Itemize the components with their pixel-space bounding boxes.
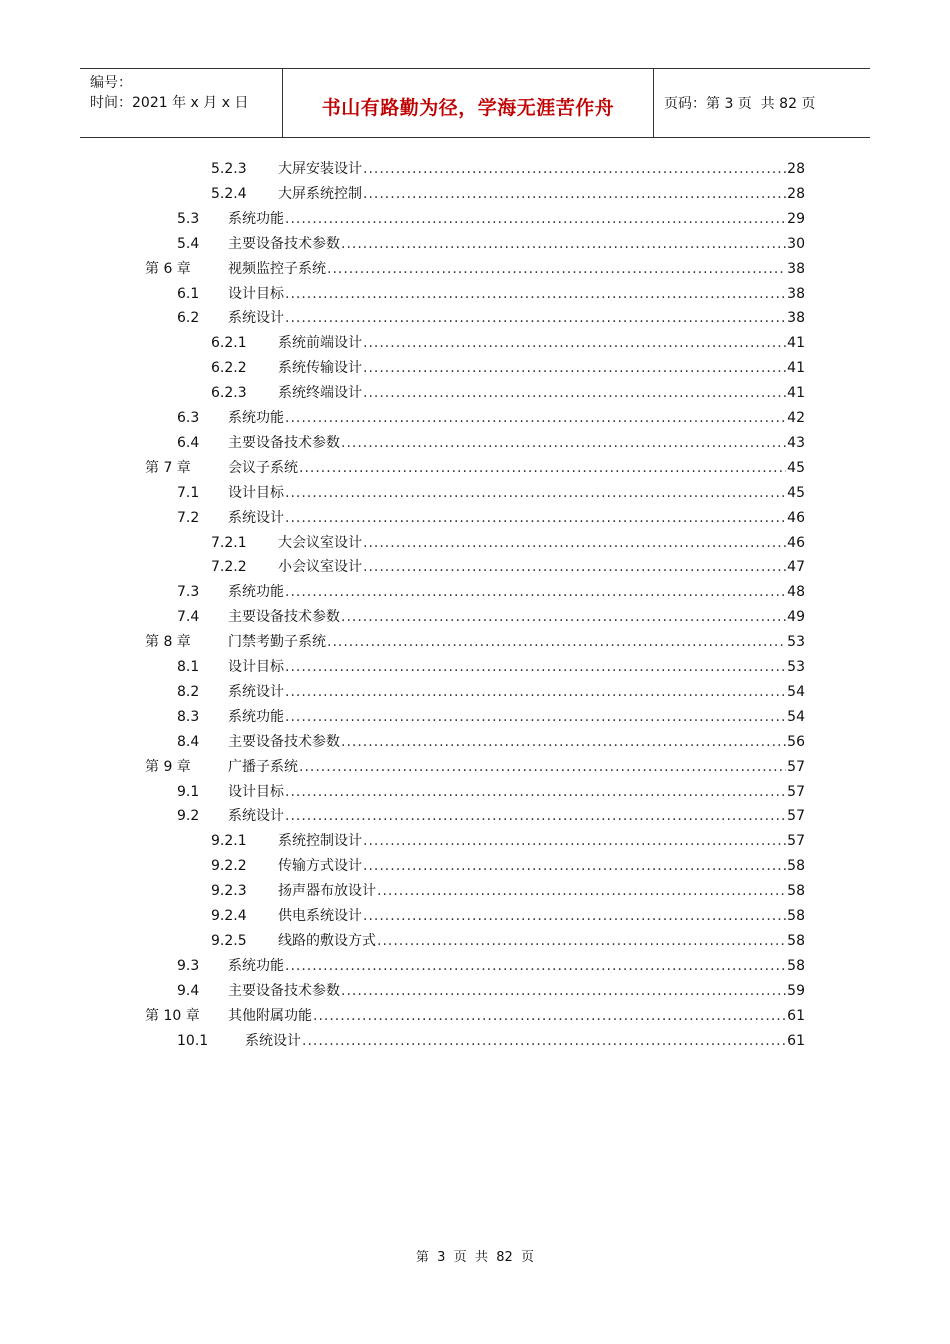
toc-entry-page: 43 <box>787 434 805 451</box>
toc-entry-page: 58 <box>787 908 805 924</box>
toc-entry-page: 30 <box>787 235 805 252</box>
toc-entry[interactable] <box>211 930 805 952</box>
toc-entry-number: 6.1 <box>177 285 200 302</box>
toc-entry[interactable] <box>211 382 805 404</box>
toc-leader-dots <box>363 556 786 578</box>
toc-entry-page: 29 <box>787 210 805 227</box>
toc-entry[interactable] <box>177 955 805 977</box>
toc-entry[interactable] <box>211 905 805 927</box>
toc-entry-page: 46 <box>787 534 805 551</box>
toc-entry-title: 视频监控子系统 <box>228 260 326 277</box>
toc-leader-dots <box>341 980 786 1002</box>
toc-entry[interactable] <box>177 432 805 454</box>
toc-entry-title: 供电系统设计 <box>278 908 362 924</box>
footer-page-number: 第 3 页 共 82 页 <box>415 1250 535 1265</box>
toc-entry-page: 49 <box>787 609 805 626</box>
toc-entry-title: 会议子系统 <box>228 459 298 476</box>
toc-entry-page: 46 <box>787 509 805 526</box>
toc-entry-title: 大屏系统控制 <box>278 185 362 202</box>
toc-entry-title: 设计目标 <box>228 659 284 675</box>
toc-entry[interactable] <box>211 357 805 379</box>
toc-leader-dots <box>341 731 786 753</box>
toc-leader-dots <box>363 532 786 554</box>
toc-leader-dots <box>299 756 786 778</box>
toc-entry-number: 7.4 <box>177 609 200 626</box>
toc-entry-title: 主要设备技术参数 <box>228 733 340 750</box>
toc-entry[interactable] <box>211 556 805 578</box>
header-page-label: 页码：第 3 页 共 82 页 <box>664 96 816 112</box>
toc-entry-number: 9.2.3 <box>211 883 247 900</box>
toc-entry-title: 主要设备技术参数 <box>228 235 340 252</box>
toc-entry-page: 45 <box>787 484 805 501</box>
toc-entry-page: 54 <box>787 683 805 700</box>
toc-entry[interactable] <box>177 283 805 305</box>
toc-leader-dots <box>363 332 786 354</box>
toc-entry-number: 6.2.1 <box>211 335 247 352</box>
toc-leader-dots <box>341 432 786 454</box>
toc-leader-dots <box>363 855 786 877</box>
toc-entry-title: 系统功能 <box>228 708 284 725</box>
toc-entry-number: 5.2.3 <box>211 161 247 177</box>
toc-leader-dots <box>285 656 786 678</box>
toc-entry[interactable] <box>177 706 805 728</box>
toc-entry-number: 6.3 <box>177 410 200 426</box>
toc-leader-dots <box>302 1030 786 1052</box>
toc-entry-page: 61 <box>787 1032 805 1049</box>
toc-entry-page: 58 <box>787 883 805 900</box>
toc-leader-dots <box>285 208 786 230</box>
toc-entry-number: 8.1 <box>177 659 200 675</box>
toc-entry-number: 7.2.2 <box>211 559 247 576</box>
toc-leader-dots <box>341 233 786 255</box>
toc-entry-number: 6.2 <box>177 310 200 327</box>
toc-entry-title: 系统功能 <box>228 957 284 974</box>
toc-leader-dots <box>377 930 786 952</box>
toc-entry-title: 小会议室设计 <box>278 559 362 576</box>
toc-leader-dots <box>363 830 786 852</box>
toc-leader-dots <box>363 183 786 205</box>
toc-leader-dots <box>285 482 786 504</box>
toc-leader-dots <box>285 407 786 429</box>
toc-entry-title: 主要设备技术参数 <box>228 982 340 999</box>
toc-entry[interactable] <box>177 781 805 803</box>
toc-entry-title: 系统设计 <box>228 808 284 825</box>
toc-entry-title: 扬声器布放设计 <box>278 883 376 900</box>
toc-entry-number: 8.2 <box>177 683 200 700</box>
toc-entry-page: 57 <box>787 808 805 825</box>
page-footer <box>0 1246 950 1265</box>
toc-leader-dots <box>285 955 786 977</box>
toc-entry[interactable] <box>177 805 805 827</box>
toc-leader-dots <box>285 781 786 803</box>
toc-entry[interactable] <box>145 756 805 778</box>
toc-entry-number: 10.1 <box>177 1032 209 1049</box>
toc-entry[interactable] <box>177 980 805 1002</box>
toc-entry[interactable] <box>177 233 805 255</box>
toc-entry-number: 9.1 <box>177 783 200 800</box>
toc-entry-title: 设计目标 <box>228 285 284 302</box>
toc-entry-number: 第 8 章 <box>145 634 191 651</box>
toc-entry-number: 8.4 <box>177 733 200 750</box>
toc-entry-title: 传输方式设计 <box>278 858 362 875</box>
toc-entry-title: 其他附属功能 <box>228 1007 312 1024</box>
toc-entry-title: 系统功能 <box>228 584 284 601</box>
toc-entry-page: 38 <box>787 285 805 302</box>
toc-entry-page: 58 <box>787 957 805 974</box>
toc-entry[interactable] <box>211 158 805 180</box>
toc-leader-dots <box>299 457 786 479</box>
toc-entry-title: 系统功能 <box>228 410 284 426</box>
toc-entry-page: 41 <box>787 335 805 352</box>
toc-entry-page: 47 <box>787 559 805 576</box>
toc-entry[interactable] <box>211 532 805 554</box>
toc-entry-page: 58 <box>787 932 805 949</box>
toc-entry[interactable] <box>177 507 805 529</box>
toc-entry-title: 主要设备技术参数 <box>228 609 340 626</box>
toc-entry[interactable] <box>177 482 805 504</box>
toc-entry[interactable] <box>211 830 805 852</box>
toc-leader-dots <box>363 905 786 927</box>
toc-leader-dots <box>285 581 786 603</box>
toc-entry-title: 线路的敷设方式 <box>278 932 376 949</box>
toc-entry[interactable] <box>145 631 805 653</box>
toc-entry[interactable] <box>177 731 805 753</box>
toc-leader-dots <box>363 158 786 180</box>
toc-entry-title: 系统设计 <box>228 509 284 526</box>
toc-entry-title: 系统控制设计 <box>278 833 362 850</box>
toc-entry[interactable] <box>145 1005 805 1027</box>
toc-entry-page: 38 <box>787 260 805 277</box>
toc-entry-page: 48 <box>787 584 805 601</box>
toc-entry-number: 7.3 <box>177 584 200 601</box>
toc-entry-number: 5.4 <box>177 235 200 252</box>
toc-entry-page: 57 <box>787 758 805 775</box>
toc-entry-number: 6.2.3 <box>211 385 247 402</box>
toc-entry[interactable] <box>177 307 805 329</box>
toc-leader-dots <box>313 1005 786 1027</box>
header-meta <box>80 69 282 137</box>
toc-entry-number: 5.3 <box>177 210 200 227</box>
toc-entry-page: 57 <box>787 833 805 850</box>
toc-entry-page: 57 <box>787 783 805 800</box>
toc-entry-page: 38 <box>787 310 805 327</box>
toc-entry-title: 系统传输设计 <box>278 360 362 377</box>
toc-entry-number: 第 7 章 <box>145 459 191 476</box>
toc-entry-number: 7.2.1 <box>211 534 247 551</box>
document-date-label: 时间：2021 年 x 月 x 日 <box>90 95 249 111</box>
toc-leader-dots <box>363 357 786 379</box>
toc-entry-page: 53 <box>787 634 805 651</box>
toc-entry-number: 9.2.4 <box>211 908 247 924</box>
toc-entry-number: 9.2 <box>177 808 200 825</box>
toc-entry-number: 6.4 <box>177 434 200 451</box>
toc-entry-title: 设计目标 <box>228 783 284 800</box>
toc-entry-page: 28 <box>787 185 805 202</box>
toc-entry-title: 门禁考勤子系统 <box>228 634 326 651</box>
toc-leader-dots <box>285 307 786 329</box>
toc-entry-title: 广播子系统 <box>228 758 298 775</box>
toc-entry[interactable] <box>145 457 805 479</box>
toc-entry-title: 系统功能 <box>228 210 284 227</box>
document-code-label: 编号： <box>90 75 132 91</box>
toc-entry-number: 9.4 <box>177 982 200 999</box>
toc-entry-page: 53 <box>787 659 805 675</box>
toc-entry-number: 5.2.4 <box>211 185 247 202</box>
toc-entry-title: 设计目标 <box>228 484 284 501</box>
toc-leader-dots <box>285 507 786 529</box>
toc-entry-title: 系统设计 <box>245 1032 301 1049</box>
toc-entry-number: 8.3 <box>177 708 200 725</box>
header-motto <box>282 69 654 137</box>
toc-entry-number: 6.2.2 <box>211 360 247 377</box>
toc-leader-dots <box>327 631 786 653</box>
toc-entry[interactable] <box>177 581 805 603</box>
toc-entry[interactable] <box>211 332 805 354</box>
toc-leader-dots <box>341 606 786 628</box>
toc-entry[interactable] <box>177 656 805 678</box>
toc-entry-page: 61 <box>787 1007 805 1024</box>
toc-entry-number: 9.2.5 <box>211 932 247 949</box>
toc-entry-number: 9.2.2 <box>211 858 247 875</box>
toc-entry-title: 系统设计 <box>228 683 284 700</box>
toc-entry-title: 大会议室设计 <box>278 534 362 551</box>
toc-entry[interactable] <box>177 606 805 628</box>
toc-entry-title: 系统前端设计 <box>278 335 362 352</box>
toc-entry-page: 42 <box>787 410 805 426</box>
toc-entry-number: 第 10 章 <box>145 1007 200 1024</box>
toc-entry[interactable] <box>145 258 805 280</box>
toc-entry[interactable] <box>177 681 805 703</box>
toc-leader-dots <box>377 880 786 902</box>
toc-leader-dots <box>327 258 786 280</box>
toc-entry-number: 9.2.1 <box>211 833 247 850</box>
toc-leader-dots <box>285 283 786 305</box>
toc-entry-title: 大屏安装设计 <box>278 161 362 177</box>
toc-leader-dots <box>285 706 786 728</box>
header-page-info <box>654 69 870 137</box>
toc-entry-title: 系统设计 <box>228 310 284 327</box>
toc-entry[interactable] <box>177 1030 805 1052</box>
toc-leader-dots <box>285 681 786 703</box>
toc-entry-number: 7.2 <box>177 509 200 526</box>
toc-leader-dots <box>285 805 786 827</box>
motto-text: 书山有路勤为径，学海无涯苦作舟 <box>321 96 615 119</box>
toc-entry-title: 系统终端设计 <box>278 385 362 402</box>
toc-entry-number: 第 6 章 <box>145 260 191 277</box>
toc-entry-page: 54 <box>787 708 805 725</box>
toc-entry-title: 主要设备技术参数 <box>228 434 340 451</box>
toc-entry-page: 41 <box>787 385 805 402</box>
toc-entry[interactable] <box>177 407 805 429</box>
toc-entry-page: 28 <box>787 161 805 177</box>
toc-entry-page: 58 <box>787 858 805 875</box>
toc-entry[interactable] <box>211 880 805 902</box>
toc-entry-number: 第 9 章 <box>145 758 191 775</box>
toc-entry-number: 7.1 <box>177 484 200 501</box>
toc-leader-dots <box>363 382 786 404</box>
toc-entry[interactable] <box>211 855 805 877</box>
page-header <box>80 68 870 138</box>
toc-entry-page: 41 <box>787 360 805 377</box>
toc-entry-number: 9.3 <box>177 957 200 974</box>
toc-entry-page: 56 <box>787 733 805 750</box>
toc-entry[interactable] <box>177 208 805 230</box>
toc-entry-page: 45 <box>787 459 805 476</box>
toc-entry-page: 59 <box>787 982 805 999</box>
toc-entry[interactable] <box>211 183 805 205</box>
